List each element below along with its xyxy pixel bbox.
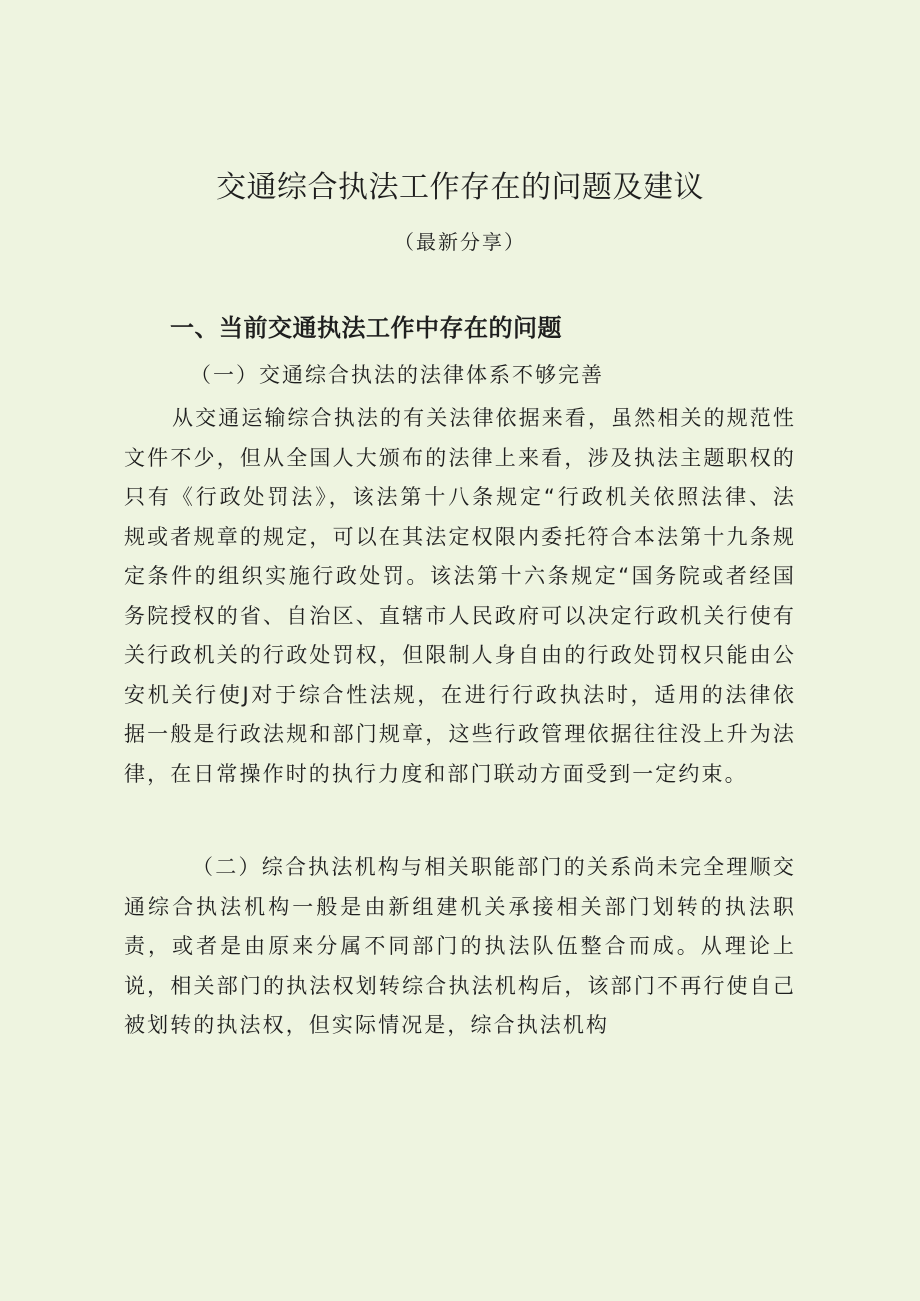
body-paragraph-2: （二）综合执法机构与相关职能部门的关系尚未完全理顺交通综合执法机构一般是由新组建机关承接相关部门划转的执法职责，或者是由原来分属不同部门的执法队伍整合而成。从理论上说，相关部门的执法权划转综合执法机构后，该部门不再行使自己被划转的执法权，但实际情况是，综合执法机构 xyxy=(124,855,796,1037)
document-subtitle: （最新分享） xyxy=(394,230,526,254)
document-title: 交通综合执法工作存在的问题及建议 xyxy=(216,170,704,205)
body-paragraph-1: 从交通运输综合执法的有关法律依据来看，虽然相关的规范性文件不少，但从全国人大颁布的法律上来看，涉及执法主题职权的只有《行政处罚法》，该法第十八条规定“行政机关依照法律、法规或者规章的规定，可以在其法定权限内委托符合本法第十九条规定条件的组织实施行政处罚。该法第十六条规定“国务院或者经国务院授权的省、自治区、直辖市人民政府可以决定行政机关行使有关行政机关的行政处罚权，但限制人身自由的行政处罚权只能由公安机关行使J对于综合性法规，在进行行政执法时，适用的法律依据一般是行政法规和部门规章，这些行政管理依据往往没上升为法律，在日常操作时的执行力度和部门联动方面受到一定约束。 xyxy=(124,406,796,786)
section-heading: 一、当前交通执法工作中存在的问题 xyxy=(170,314,562,342)
subsection-heading: （一）交通综合执法的法律体系不够完善 xyxy=(190,363,604,387)
